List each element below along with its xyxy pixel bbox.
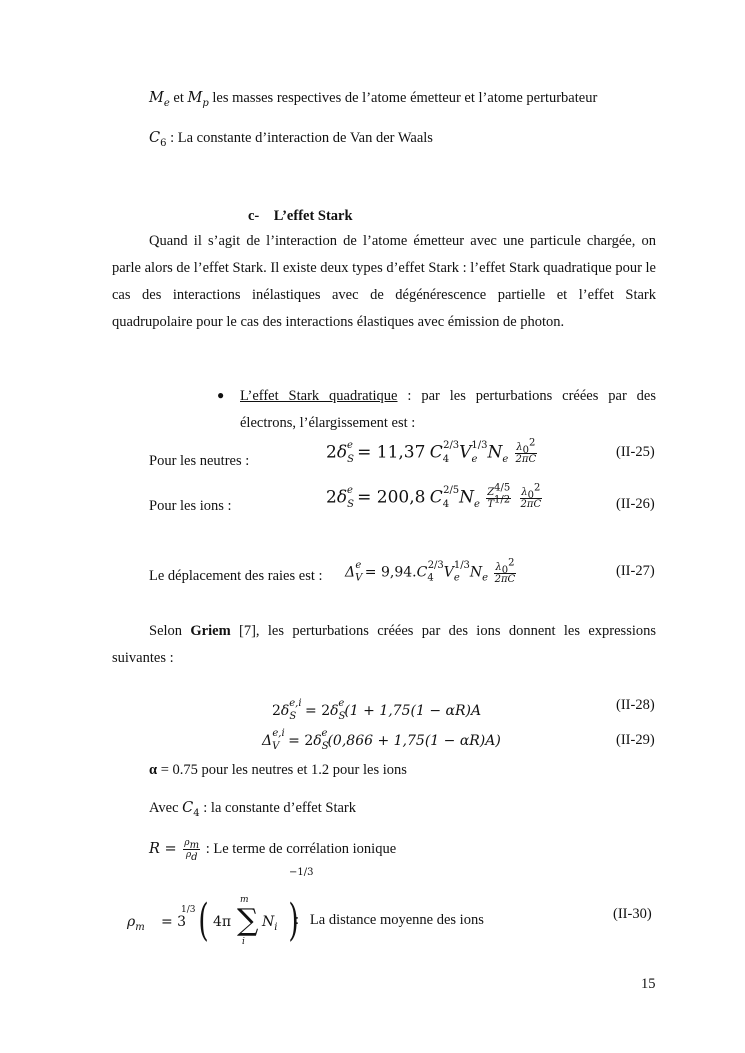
bullet-title: L’effet Stark quadratique [240,388,398,404]
r-line: R = $\frac{\rho_m}{\rho_d}$ : Le terme de corrélation ionique [149,838,397,863]
bullet-paragraph [240,383,656,437]
equation-ii-25: $2\delta_S^e = 11,37$ $C_4^{2/3}V_e^{1/3}N_e$ $\frac{\lambda_0^2}{2\pi C}$ [326,437,537,465]
section-title: c- L’effet Stark [248,208,353,224]
griem-name: Griem [190,623,231,639]
griem-paragraph: Selon Griem [7], les perturbations créées par des ions donnent les expressions suivantes : [112,623,657,666]
bullet-dot: ● [217,388,225,402]
ions-label: Pour les ions : [149,498,232,514]
bullet-rest: : par les perturbations créées par des électrons, l’élargissement est : [240,388,656,431]
equation-ii-29: $\Delta_V^{e,i} = 2\delta_S^e(0,866 + 1,75(1 - \alpha R)A)$ [262,728,501,752]
equation-ii-27: $\Delta_V^e = 9,94.C_4^{2/3}V_e^{1/3}N_e$ $\frac{\lambda_0^2}{2\pi C}$ [345,557,516,585]
symbol-mp: $M_p$ [187,90,209,109]
eq-number-ii-30: (II-30) [613,906,652,922]
equation-ii-28: $2\delta_S^{e,i} = 2\delta_S^e(1 + 1,75(1 - \alpha R)A$ [272,698,482,722]
masses-text: les masses respectives de l’atome émetteur et l’atome perturbateur [212,90,598,106]
eq-number-ii-29: (II-29) [616,732,655,748]
eq-number-ii-28: (II-28) [616,697,655,713]
alpha-symbol: α [149,762,158,778]
c6-text: : La constante d’interaction de Van der Waals [170,130,433,146]
neutres-label: Pour les neutres : [149,453,250,469]
deplacement-label: Le déplacement des raies est : [149,568,323,584]
eq-number-ii-26: (II-26) [616,496,655,512]
stark-paragraph: Quand il s’agit de l’interaction de l’atome émetteur avec une particule chargée, on parle alors de l’effet Stark. Il existe deux types d’effet Stark : l’effet Stark quadratique pour le cas des interactions inélastiques avec de dégénérescence partielle et l’effet Stark quadrupolaire pour le cas des interactions élastiques avec émission de photon. [112,233,656,330]
alpha-line: α = 0.75 pour les neutres et 1.2 pour les ions [149,762,407,778]
symbol-c4: $C_4$ [182,800,200,819]
equation-ii-26: $2\delta_S^e = 200,8$ $C_4^{2/5}N_e$ $\frac{Z^{4/5}}{T^{1/2}}$ $\frac{\lambda_0^2}{2\pi C}$ [326,482,542,510]
masses-line: $M_e$ et $M_p$ les masses respectives de l’atome émetteur et l’atome perturbateur [149,90,598,109]
avec-c4-line: Avec $C_4$ : la constante d’effet Stark [149,800,356,819]
c6-line [149,130,433,147]
symbol-c6: $C_6$ [149,130,167,149]
eq-number-ii-25: (II-25) [616,444,655,460]
rho-text: : La distance moyenne des ions [295,912,484,928]
page-number: 15 [641,976,656,992]
eq-number-ii-27: (II-27) [616,563,655,579]
symbol-me: $M_e$ [149,90,170,109]
